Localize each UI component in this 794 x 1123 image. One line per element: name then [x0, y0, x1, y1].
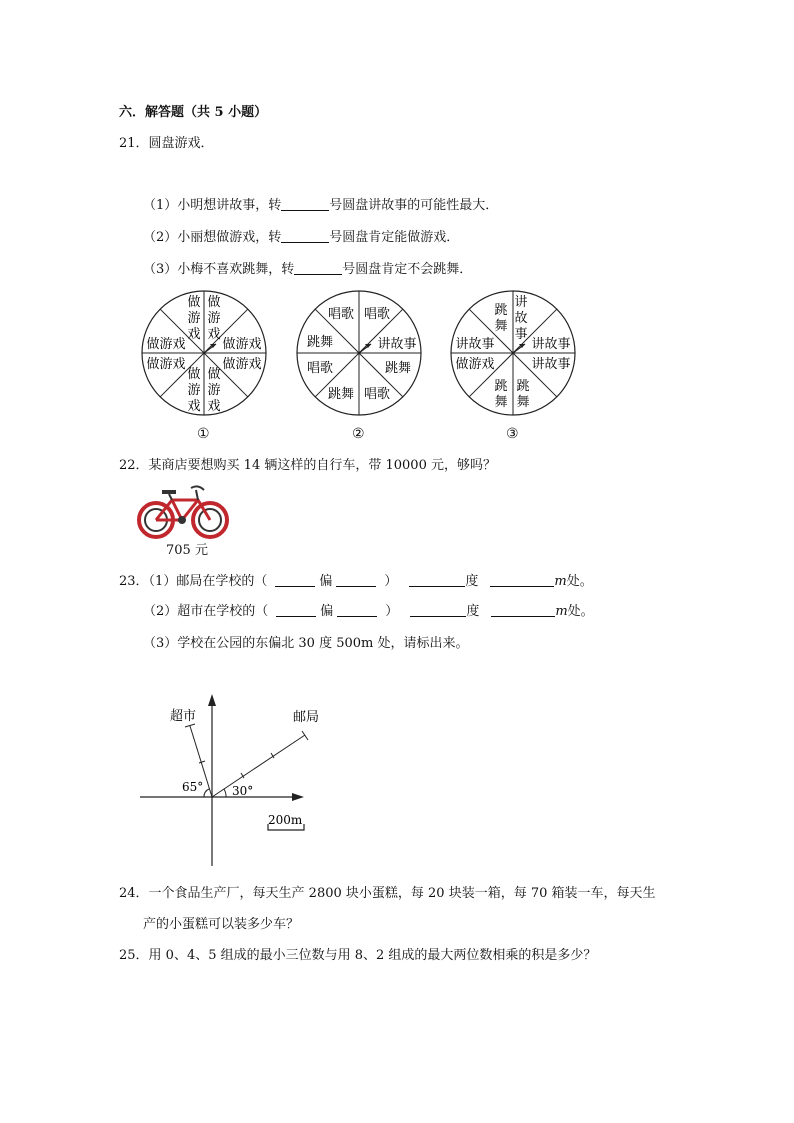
direction-diagram	[130, 690, 320, 870]
wheel3-s3: 讲故事	[531, 337, 571, 352]
q24-line2: 产的小蛋糕可以装多少车？	[143, 917, 300, 932]
wheel-label-3: ③	[506, 426, 519, 442]
q21-sub2	[143, 231, 459, 244]
section-title: 六．解答题（共 5 小题）	[119, 105, 268, 120]
wheel1-s6: 做游戏	[146, 357, 186, 372]
wheel1-s5: 做游戏	[146, 337, 186, 352]
wheel1-s8c: 戏	[207, 399, 221, 414]
wheel2-s5: 唱歌	[363, 387, 391, 402]
label-supermarket: 超市	[170, 709, 197, 724]
q21-sub3-blank[interactable]	[294, 274, 342, 275]
q23-sub3: （3）学校在公园的东偏北 30 度 500m 处，请标出来。	[143, 636, 469, 651]
wheel3-s2c: 事	[514, 327, 528, 342]
wheel-2	[297, 291, 421, 415]
q25-stem: 25．用 0、4、5 组成的最小三位数与用 8、2 组成的最大两位数相乘的积是多少？	[119, 948, 597, 963]
q23-sub1-blank-deg[interactable]	[409, 586, 465, 587]
wheel3-s4: 讲故事	[531, 357, 571, 372]
q23-sub1-blank-a[interactable]	[275, 586, 315, 587]
wheel1-s2a: 做	[207, 295, 221, 310]
q21-sub1-pre: （1）小明想讲故事，转	[143, 198, 282, 213]
wheel2-s7: 唱歌	[306, 361, 334, 376]
wheel1-s4: 做游戏	[222, 357, 262, 372]
wheel3-s5: 讲故事	[455, 337, 495, 352]
q21-sub3-post: 号圆盘肯定不会跳舞．	[342, 262, 473, 277]
wheel3-s6: 做游戏	[455, 357, 495, 372]
scale-label: 200m	[268, 813, 303, 827]
wheel1-s1c: 戏	[187, 327, 201, 342]
q23-sub2-mid: 偏	[320, 604, 334, 619]
wheel3-s8a: 跳	[516, 379, 530, 394]
q23-sub1-blank-dist[interactable]	[490, 586, 554, 587]
wheel1-s8a: 做	[207, 367, 221, 382]
wheel3-s1b: 舞	[494, 319, 508, 334]
wheel-3	[451, 291, 575, 415]
q21-sub3	[143, 263, 472, 276]
q21-sub2-blank[interactable]	[281, 242, 329, 243]
q23-sub2-end: 处。	[567, 604, 594, 619]
wheel1-s8b: 游	[207, 383, 221, 398]
q23-sub1-blank-b[interactable]	[336, 586, 376, 587]
q23-sub1-mid: 偏	[319, 574, 333, 589]
angle-65: 65°	[182, 780, 204, 794]
q22-stem: 22．某商店要想购买 14 辆这样的自行车，带 10000 元，够吗？	[119, 458, 496, 473]
wheel2-s6: 跳舞	[327, 387, 355, 402]
wheel2-s8: 跳舞	[306, 335, 334, 350]
wheel-label-1: ①	[197, 426, 210, 442]
q21-stem: 21．圆盘游戏．	[119, 136, 214, 151]
wheel1-s1b: 游	[187, 311, 201, 326]
wheel3-s7a: 跳	[494, 379, 508, 394]
wheel1-s7c: 戏	[187, 399, 201, 414]
wheel1-s1a: 做	[187, 295, 201, 310]
wheel3-s2a: 讲	[514, 295, 528, 310]
wheel2-s3: 讲故事	[377, 337, 417, 352]
q23-sub1-end: 处。	[566, 574, 593, 589]
q23-sub1-unit: m	[554, 574, 567, 589]
q23-sub1-deg: 度	[465, 574, 479, 589]
q23-sub2-blank-deg[interactable]	[410, 616, 466, 617]
wheel1-s2b: 游	[207, 311, 221, 326]
q24-line1: 24．一个食品生产厂，每天生产 2800 块小蛋糕，每 20 块装一箱，每 70 箱装一车，每天生	[119, 886, 656, 901]
q23-sub2-blank-a[interactable]	[276, 616, 316, 617]
angle-30: 30°	[232, 784, 254, 798]
wheel2-s2: 唱歌	[363, 307, 391, 322]
q23-sub1-pre: 23．（1）邮局在学校的（	[119, 574, 268, 589]
q23-sub2-blank-b[interactable]	[337, 616, 377, 617]
q23-sub2-blank-dist[interactable]	[491, 616, 555, 617]
q23-sub2-deg: 度	[466, 604, 480, 619]
q21-sub2-pre: （2）小丽想做游戏，转	[143, 230, 282, 245]
q21-sub2-post: 号圆盘肯定能做游戏．	[329, 230, 460, 245]
q23-sub2-pre: （2）超市在学校的（	[143, 604, 269, 619]
wheel2-s1: 唱歌	[327, 307, 355, 322]
q23-sub2-unit: m	[555, 604, 568, 619]
wheel3-s2b: 故	[514, 311, 528, 326]
q21-sub1	[143, 199, 498, 212]
q21-sub1-blank[interactable]	[281, 210, 329, 211]
q21-sub1-post: 号圆盘讲故事的可能性最大．	[329, 198, 499, 213]
spinner-wheels	[130, 288, 590, 448]
wheel-label-2: ②	[352, 426, 365, 442]
wheel1-s7b: 游	[187, 383, 201, 398]
wheel1-s7a: 做	[187, 367, 201, 382]
wheel2-s4: 跳舞	[384, 361, 412, 376]
wheel3-s8b: 舞	[516, 395, 530, 410]
label-post-office: 邮局	[293, 710, 320, 725]
q23-sub2	[143, 605, 594, 618]
wheel1-s3: 做游戏	[222, 337, 262, 352]
wheel3-s7b: 舞	[494, 395, 508, 410]
wheel-1	[142, 291, 266, 415]
q21-sub3-pre: （3）小梅不喜欢跳舞，转	[143, 262, 295, 277]
q23-sub1	[119, 575, 593, 588]
wheel3-s1a: 跳	[494, 303, 508, 318]
q23-sub1-close: ）	[384, 574, 398, 589]
bicycle-price: 705 元	[166, 543, 208, 558]
bicycle-icon	[136, 482, 232, 540]
wheel1-s2c: 戏	[207, 327, 221, 342]
q23-sub2-close: ）	[385, 604, 399, 619]
